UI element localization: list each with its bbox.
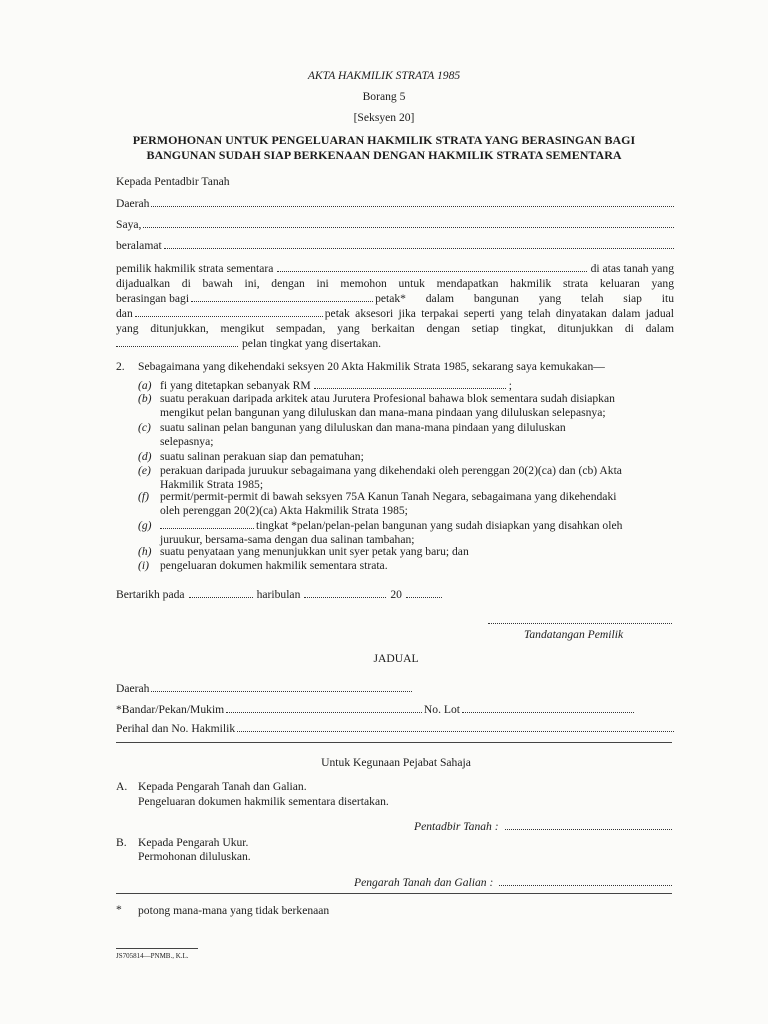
item-label: (a)	[138, 379, 152, 392]
item-label: (g)	[138, 519, 152, 532]
form-number: Borang 5	[362, 90, 406, 103]
bandar-label: *Bandar/Pekan/Mukim	[116, 703, 225, 716]
schedule-title: JADUAL	[373, 652, 419, 665]
owner-fill-line[interactable]	[277, 262, 586, 272]
haribulan-label: haribulan	[256, 588, 301, 601]
para1-text: petak* dalam bangunan yang telah siap itu	[375, 292, 674, 305]
schedule-perihal-field[interactable]	[116, 722, 674, 736]
item-label: (c)	[138, 421, 151, 434]
beralamat-field[interactable]	[116, 239, 674, 253]
para1-text: petak aksesori jika terpakai seperti yang telah dinyatakan dalam jadual	[324, 307, 674, 320]
month-fill-line[interactable]	[304, 588, 386, 598]
land-administrator-fill[interactable]	[505, 820, 672, 830]
item-text: suatu salinan perakuan siap dan pematuhan;	[160, 450, 364, 463]
saya-label: Saya,	[116, 218, 142, 231]
document-item-continued: oleh perenggan 20(2)(ca) Akta Hakmilik Strata 1985;	[160, 504, 408, 517]
date-prefix: Bertarikh pada	[116, 588, 185, 601]
accessory-fill-line[interactable]	[135, 307, 323, 317]
item-text: ;	[508, 379, 512, 392]
office-a-label: A.	[116, 780, 128, 793]
day-fill-line[interactable]	[189, 588, 253, 598]
date-line	[116, 588, 456, 602]
document-item	[138, 421, 678, 435]
item-text: suatu salinan pelan bangunan yang diluluskan dan mana-mana pindaan yang diluluskan	[160, 421, 566, 434]
signature-fill-line[interactable]	[488, 614, 672, 624]
schedule-divider	[116, 742, 672, 743]
bandar-fill[interactable]	[226, 703, 422, 713]
beralamat-label: beralamat	[116, 239, 162, 252]
no-lot-label: No. Lot	[423, 703, 460, 716]
item-label: (h)	[138, 545, 152, 558]
document-item	[138, 490, 678, 504]
para1-line-2: dijadualkan di bawah ini, dengan ini memohon untuk mendapatkan hakmilik strata keluaran yang	[116, 277, 674, 290]
office-b-line-2: Permohonan diluluskan.	[138, 850, 251, 863]
para1-text: dan	[116, 307, 133, 320]
item-label: (b)	[138, 392, 152, 405]
para1-line-1	[116, 262, 674, 276]
director-sign	[354, 876, 672, 890]
no-lot-fill[interactable]	[462, 703, 634, 713]
item-label: (i)	[138, 559, 149, 572]
item-text: suatu penyataan yang menunjukkan unit syer petak yang baru; dan	[160, 545, 469, 558]
daerah-label: Daerah	[116, 197, 150, 210]
printer-code: JS705814—PNMB., K.L.	[116, 952, 189, 960]
item-label: (d)	[138, 450, 152, 463]
item-text: fi yang ditetapkan sebanyak RM	[160, 379, 311, 392]
beralamat-fill-line[interactable]	[164, 239, 674, 249]
document-item	[138, 392, 678, 406]
para1-line-4	[116, 307, 674, 321]
document-item	[138, 519, 678, 533]
daerah-fill-line[interactable]	[151, 197, 674, 207]
printer-rule	[116, 948, 198, 949]
form-title-line-2: BANGUNAN SUDAH SIAP BERKENAAN DENGAN HAKMILIK STRATA SEMENTARA	[146, 148, 622, 162]
form-title-line-1: PERMOHONAN UNTUK PENGELUARAN HAKMILIK STRATA YANG BERASINGAN BAGI	[132, 133, 636, 147]
signature-label: Tandatangan Pemilik	[524, 628, 624, 641]
document-item	[138, 464, 678, 478]
para2-number: 2.	[116, 360, 125, 373]
land-administrator-sign	[414, 820, 672, 834]
document-item	[138, 450, 678, 464]
floor-count-fill[interactable]	[160, 519, 254, 529]
director-fill[interactable]	[499, 876, 672, 886]
para2-intro: Sebagaimana yang dikehendaki seksyen 20 Akta Hakmilik Strata 1985, sekarang saya kemukakan—	[138, 360, 605, 373]
document-item-continued: juruukur, bersama-sama dengan dua salinan tambahan;	[160, 533, 415, 546]
parcel-fill-line[interactable]	[191, 292, 373, 302]
document-item-continued: mengikut pelan bangunan yang diluluskan dan mana-mana pindaan yang diluluskan selepasnya;	[160, 406, 606, 419]
para1-text: pelan tingkat yang disertakan.	[242, 337, 382, 350]
item-text: suatu perakuan daripada arkitek atau Jurutera Profesional bahawa blok sementara sudah disiapkan	[160, 392, 615, 405]
land-administrator-label: Pentadbir Tanah :	[414, 820, 499, 833]
office-a-line-1: Kepada Pengarah Tanah dan Galian.	[138, 780, 307, 793]
office-b-label: B.	[116, 836, 127, 849]
para1-line-3	[116, 292, 674, 306]
para1-line-5: yang ditunjukkan, mengikut sempadan, yang berkaitan dengan setiap tingkat, ditunjukkan di dalam	[116, 322, 674, 335]
daerah-field[interactable]	[116, 197, 674, 211]
year-label: 20	[390, 588, 402, 601]
schedule-daerah-field[interactable]	[116, 682, 412, 696]
addressee: Kepada Pentadbir Tanah	[116, 175, 230, 188]
act-title: AKTA HAKMILIK STRATA 1985	[307, 69, 461, 82]
perihal-fill[interactable]	[237, 722, 674, 732]
item-label: (e)	[138, 464, 151, 477]
document-item-continued: selepasnya;	[160, 435, 214, 448]
footnote-mark: *	[116, 903, 122, 916]
office-a-line-2: Pengeluaran dokumen hakmilik sementara disertakan.	[138, 795, 389, 808]
floor-fill-line[interactable]	[116, 337, 238, 347]
schedule-bandar-field[interactable]	[116, 703, 634, 717]
item-text: pengeluaran dokumen hakmilik sementara strata.	[160, 559, 388, 572]
item-text: tingkat *pelan/pelan-pelan bangunan yang sudah disiapkan yang disahkan oleh	[256, 519, 623, 532]
fee-amount-fill[interactable]	[314, 379, 506, 389]
office-use-title: Untuk Kegunaan Pejabat Sahaja	[321, 756, 471, 769]
para1-text: berasingan bagi	[116, 292, 190, 305]
director-label: Pengarah Tanah dan Galian :	[354, 876, 494, 889]
schedule-daerah-fill[interactable]	[151, 682, 412, 692]
item-text: permit/permit-permit di bawah seksyen 75A Kanun Tanah Negara, sebagaimana yang dikehendaki	[160, 490, 617, 503]
document-item	[138, 545, 678, 559]
section-reference: [Seksyen 20]	[353, 111, 415, 124]
para1-text: pemilik hakmilik strata sementara	[116, 262, 274, 275]
item-label: (f)	[138, 490, 149, 503]
document-item	[138, 559, 678, 573]
footnote-text: potong mana-mana yang tidak berkenaan	[138, 904, 330, 917]
saya-field[interactable]	[116, 218, 674, 232]
office-b-line-1: Kepada Pengarah Ukur.	[138, 836, 249, 849]
year-fill-line[interactable]	[406, 588, 442, 598]
saya-fill-line[interactable]	[143, 218, 674, 228]
item-text: perakuan daripada juruukur sebagaimana yang dikehendaki oleh perenggan 20(2)(ca) dan (cb) Akta	[160, 464, 622, 477]
perihal-label: Perihal dan No. Hakmilik	[116, 722, 236, 735]
schedule-daerah-label: Daerah	[116, 682, 150, 695]
office-divider	[116, 893, 672, 894]
document-item-continued: Hakmilik Strata 1985;	[160, 478, 264, 491]
para1-text: di atas tanah yang	[590, 262, 674, 275]
para1-line-6	[116, 337, 674, 351]
